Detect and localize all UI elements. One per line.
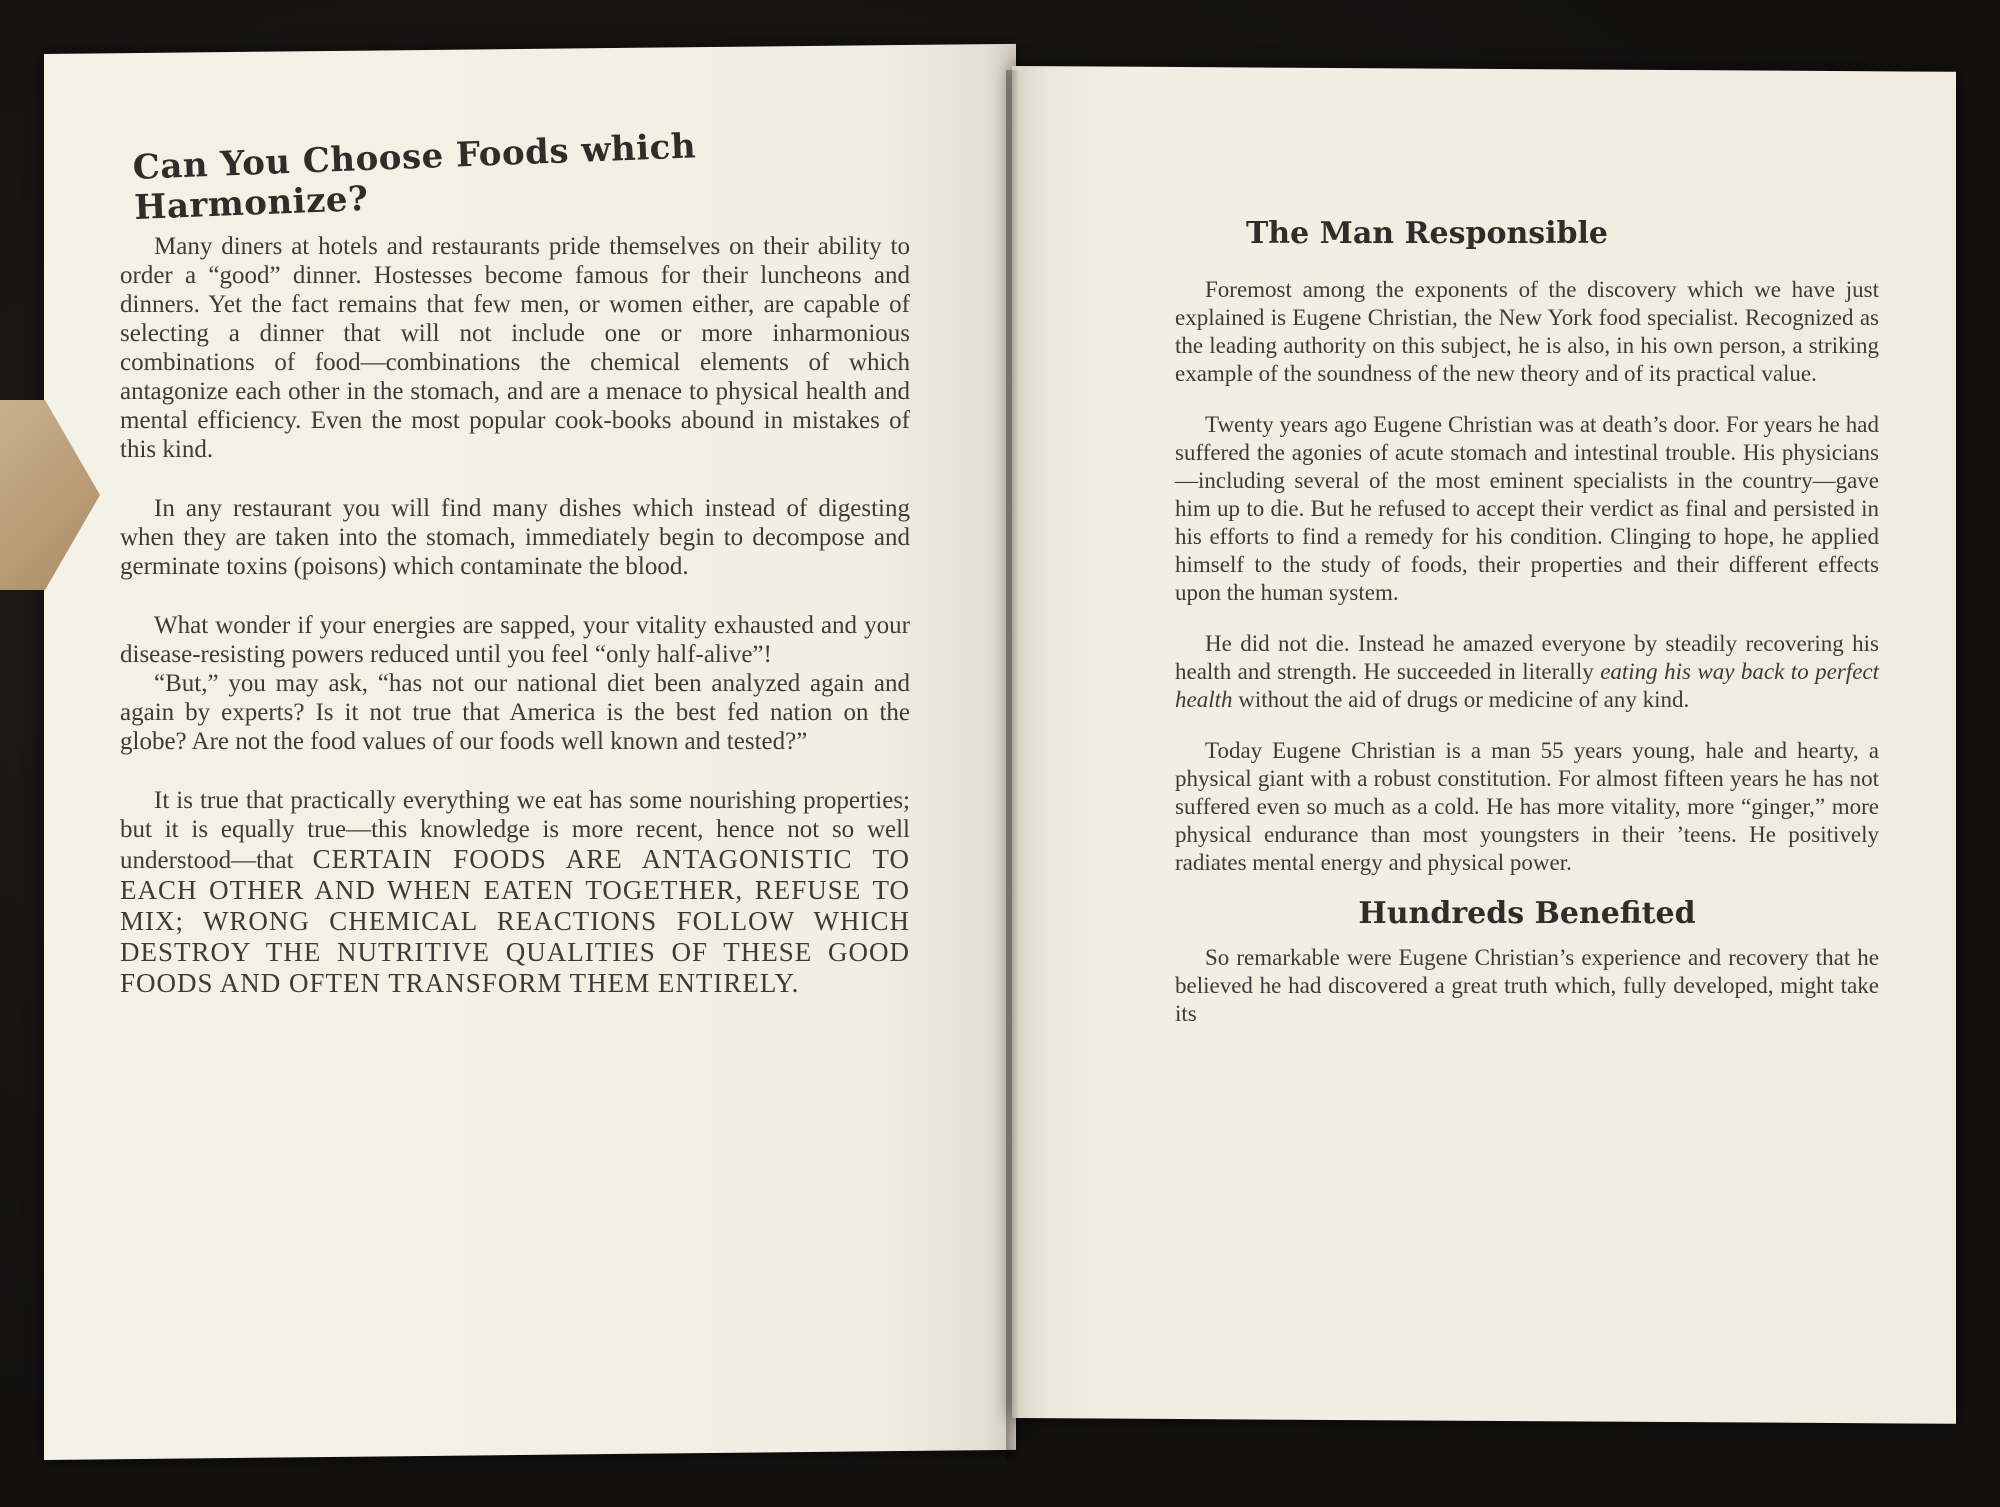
left-paragraph-1: Many diners at hotels and restaurants pride themselves on their ability to order a “good” dinner. Hostesses become famous for their luncheons and dinners. Yet the fact remains that few men, or women either, are capable of selecting a dinner that will not include one or more inharmonious combinations of food—combinations the chemical elements of which antagonize each other in the stomach, and are a menace to physical health and mental efficiency. Even the most popular cook-books abound in mistakes of this kind.: [120, 233, 910, 463]
right-paragraph-4: Today Eugene Christian is a man 55 years young, hale and hearty, a physical giant with a robust constitution. For almost fifteen years he has not suffered even so much as a cold. He has more vitality, more “ginger,” more physical endurance than most youngsters in their ’teens. He positively radiates mental energy and physical power.: [1175, 738, 1879, 875]
left-paragraph-4: “But,” you may ask, “has not our national diet been analyzed again and again by experts? Is it not true that America is the best fed nation on the globe? Are not the food values of our foods well known and tested?”: [120, 670, 910, 755]
left-paragraph-5-caps: CERTAIN FOODS ARE ANTAGONISTIC TO EACH OTHER AND WHEN EATEN TOGETHER, REFUSE TO MIX; WRONG CHEMICAL REACTIONS FOLLOW WHICH DESTROY THE NUTRITIVE QUALITIES OF THESE GOOD FOODS AND OFTEN TRANSFORM THEM ENTIRELY.: [120, 844, 911, 998]
booklet-spine: [1006, 70, 1020, 1460]
left-page-title: Can You Choose Foods which Harmonize?: [132, 126, 697, 228]
left-paragraph-2: In any restaurant you will find many dishes which instead of digesting when they are taken into the stomach, immediately begin to decompose and germinate toxins (poisons) which contaminate the blood.: [120, 495, 910, 580]
right-page-title: The Man Responsible: [1245, 216, 1609, 251]
left-page-body: [120, 232, 910, 1029]
right-page-subtitle: Hundreds Benefited: [1358, 896, 1696, 931]
left-paragraph-5: [120, 786, 910, 999]
right-paragraph-3-italic: eating his way back to perfect health: [1175, 659, 1880, 712]
right-paragraph-1: Foremost among the exponents of the discovery which we have just explained is Eugene Christian, the New York food specialist. Recognized as the leading authority on this subject, he is also, in his own person, a striking example of the soundness of the new theory and of its practical value.: [1175, 277, 1879, 386]
left-paragraph-5-lead: It is true that practically everything we eat has some nourishing properties; but it is equally true—this knowledge is more recent, hence not so well understood—that: [120, 787, 910, 874]
left-paragraph-3: What wonder if your energies are sapped, your vitality exhausted and your disease-resisting powers reduced until you feel “only half-alive”!: [120, 612, 910, 668]
right-paragraph-5: So remarkable were Eugene Christian’s experience and recovery that he believed he had discovered a great truth which, fully developed, might take its: [1175, 945, 1879, 1026]
right-paragraph-3: [1175, 630, 1879, 714]
right-paragraph-3-tail: without the aid of drugs or medicine of any kind.: [1238, 687, 1690, 712]
right-paragraph-2: Twenty years ago Eugene Christian was at death’s door. For years he had suffered the agonies of acute stomach and intestinal trouble. His physicians—including several of the most eminent specialists in the country—gave him up to die. But he refused to accept their verdict as final and persisted in his efforts to find a remedy for his condition. Clinging to hope, he applied himself to the study of foods, their properties and their different effects upon the human system.: [1175, 412, 1879, 605]
right-paragraph-3-lead: He did not die. Instead he amazed everyone by steadily recovering his health and strength. He succeeded in literally: [1175, 631, 1879, 684]
right-page-body: [1175, 276, 1879, 1051]
